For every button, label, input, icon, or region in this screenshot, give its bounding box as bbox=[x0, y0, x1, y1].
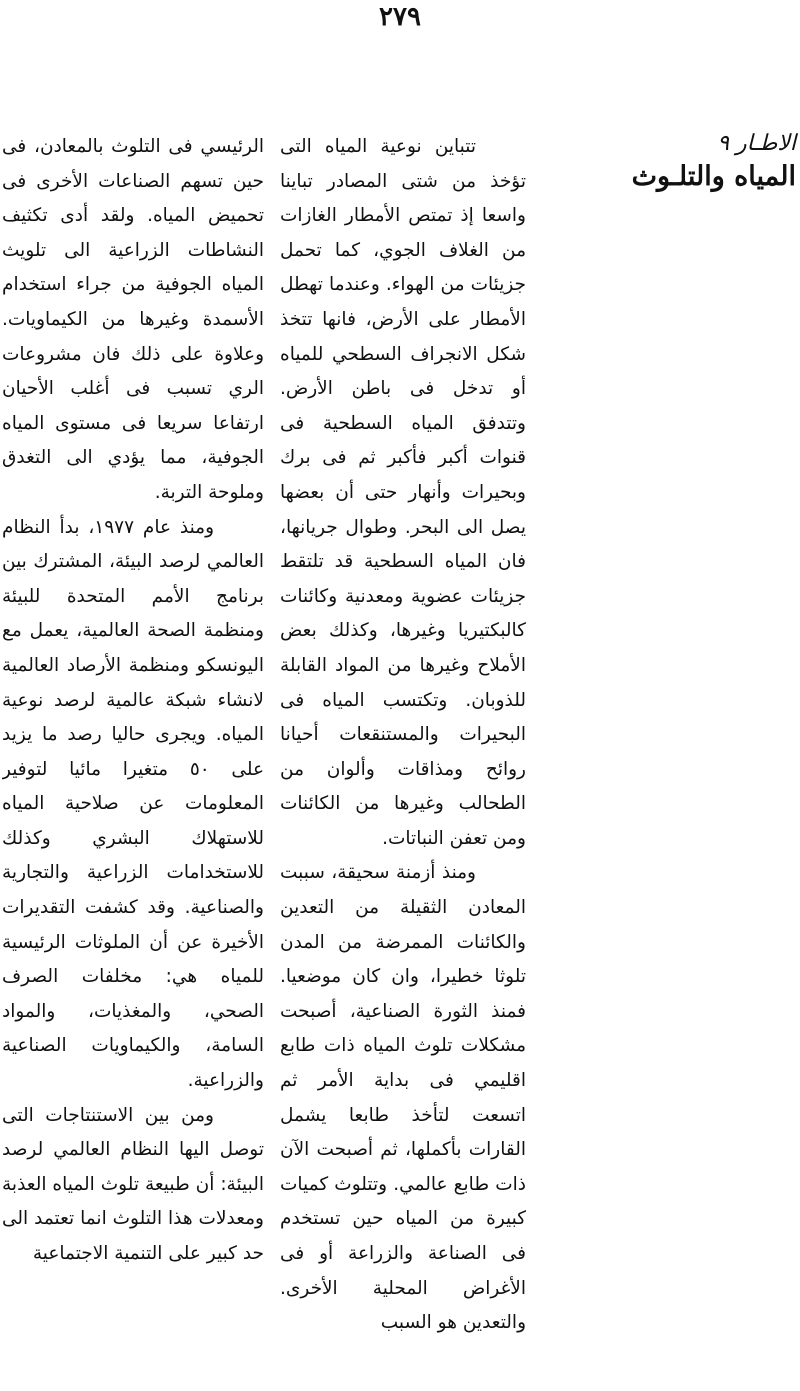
paragraph: ومن بين الاستنتاجات التى توصل اليها النظام العالمي لرصد البيئة: أن طبيعة تلوث المياه العذبة ومعدلات هذا التلوث انما تعتمد الى حد كبير على التنمية الاجتماعية bbox=[2, 1104, 264, 1264]
paragraph: الرئيسي فى التلوث بالمعادن، فى حين تسهم الصناعات الأخرى فى تحميض المياه. ولقد أدى تكثيف النشاطات الزراعية الى تلويث المياه الجوفية من جراء استخدام الأسمدة وغيرها من الكيماويات. وعلاوة على ذلك فان مشروعات الري تسبب فى أغلب الأحيان ارتفاعا سريعا فى مستوى المياه الجوفية، مما يؤدي الى التغدق وملوحة التربة. bbox=[2, 136, 264, 503]
page-number: ٢٧٩ bbox=[379, 2, 421, 32]
paragraph: ومنذ أزمنة سحيقة، سببت المعادن الثقيلة من التعدين والكائنات الممرضة من المدن تلوثا خطيرا، وان كان موضعيا. فمنذ الثورة الصناعية، أصبحت مشكلات تلوث المياه ذات طابع اقليمي فى بداية الأمر ثم اتسعت لتأخذ طابعا يشمل القارات بأكملها، ثم أصبحت الآن ذات طابع عالمي. وتتلوث كميات كبيرة من المياه حين تستخدم فى الصناعة والزراعة أو فى الأغراض المحلية الأخرى. والتعدين هو السبب bbox=[280, 862, 526, 1334]
paragraph: تتباين نوعية المياه التى تؤخذ من شتى المصادر تباينا واسعا إذ تمتص الأمطار الغازات من الغلاف الجوي، كما تحمل جزيئات من الهواء. وعندما تهطل الأمطار على الأرض، فانها تتخذ شكل الانجراف السطحي للمياه أو تدخل فى باطن الأرض. وتتدفق المياه السطحية فى قنوات أكبر فأكبر ثم فى برك وبحيرات وأنهار حتى أن بعضها يصل الى البحر. وطوال جريانها، فان المياه السطحية قد تلتقط جزيئات عضوية ومعدنية وكائنات كالبكتيريا وغيرها، وكذلك بعض الأملاح وغيرها من المواد القابلة للذوبان. وتكتسب المياه فى البحيرات والمستنقعات أحيانا روائح ومذاقات وألوان من الطحالب وغيرها من الكائنات ومن تعفن النباتات. bbox=[280, 136, 526, 849]
text-column-left bbox=[2, 130, 264, 1385]
paragraph: ومنذ عام ١٩٧٧، بدأ النظام العالمي لرصد البيئة، المشترك بين برنامج الأمم المتحدة للبيئة ومنظمة الصحة العالمية، يعمل مع اليونسكو ومنظمة الأرصاد العالمية لانشاء شبكة عالمية لرصد نوعية المياه. ويجرى حاليا رصد ما يزيد على ٥٠ متغيرا مائيا لتوفير المعلومات عن صلاحية المياه للاستهلاك البشري وكذلك للاستخدامات الزراعية والتجارية والصناعية. وقد كشفت التقديرات الأخيرة عن أن الملوثات الرئيسية للمياه هي: مخلفات الصرف الصحي، والمغذيات، والمواد السامة، والكيماويات الصناعية والزراعية. bbox=[2, 516, 264, 1092]
box-heading bbox=[606, 128, 796, 194]
text-column-right bbox=[280, 130, 526, 1385]
box-label: الاطـار ٩ bbox=[717, 131, 796, 156]
box-title: المياه والتلـوث bbox=[631, 161, 796, 192]
